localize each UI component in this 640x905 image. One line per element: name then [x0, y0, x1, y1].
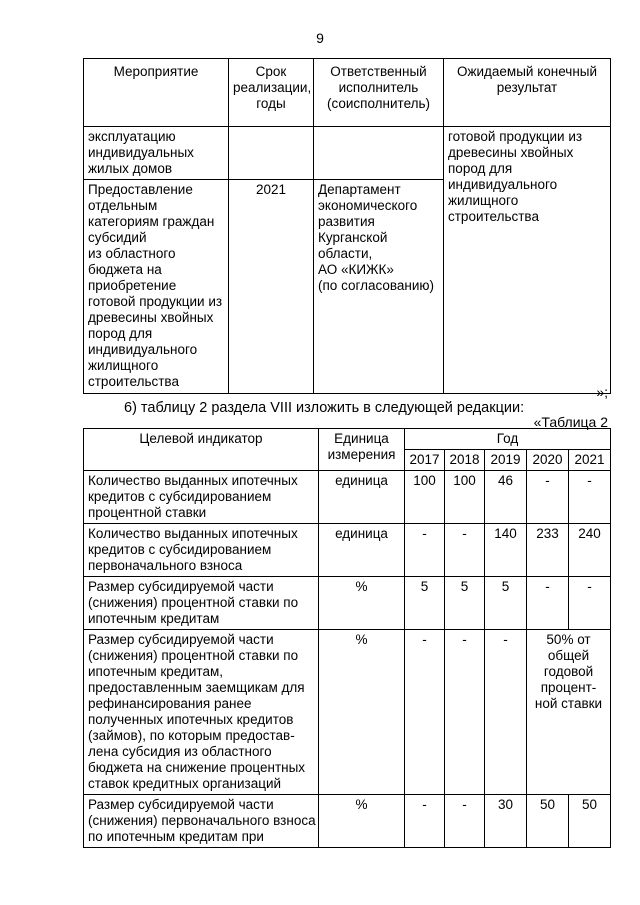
text-line: пород для: [88, 326, 153, 341]
indicators-table: [83, 428, 611, 848]
text-line: ной ставки: [534, 696, 603, 711]
amendment-paragraph: 6) таблицу 2 раздела VIII изложить в следующей редакции:: [124, 400, 525, 416]
text-line: развития: [318, 214, 375, 229]
text-line: Количество выданных ипотечных: [88, 526, 298, 541]
cell-unit: %: [319, 577, 405, 630]
text-line: индивидуального: [88, 342, 198, 357]
text-line: процентной ставки: [88, 505, 207, 520]
text-line: предоставленным заемщикам для: [88, 680, 305, 695]
text-line: измерения: [327, 447, 396, 462]
text-line: процент-: [540, 680, 597, 695]
text-line: Размер субсидируемой части: [88, 797, 274, 812]
text-line: Ожидаемый конечный: [456, 64, 598, 79]
text-line: строительства: [88, 374, 179, 389]
text-line: ставок кредитных организаций: [88, 776, 282, 791]
cell-value: -: [569, 577, 611, 630]
text-line: годы: [256, 96, 286, 111]
cell-value: -: [405, 524, 445, 577]
header-indicator: Целевой индикатор: [84, 429, 319, 471]
table-caption: «Таблица 2: [533, 414, 608, 430]
cell-indicator: [84, 630, 319, 795]
cell-result: [444, 127, 611, 394]
text-line: кредитов с субсидированием: [88, 489, 272, 504]
text-line: АО «КИЖК»: [318, 262, 394, 277]
text-line: пород для: [448, 161, 513, 176]
cell-value: 50: [527, 795, 569, 848]
text-line: первоначального взноса: [88, 558, 243, 573]
header-measure: [84, 59, 229, 127]
header-result: [444, 59, 611, 127]
text-line: эксплуатацию: [88, 129, 176, 144]
text-line: Количество выданных ипотечных: [88, 473, 298, 488]
cell-indicator: [84, 524, 319, 577]
header-year-cell: 2017: [405, 450, 445, 471]
text-line: по ипотечным кредитам при: [88, 829, 264, 844]
text-line: (снижения) процентной ставки по: [88, 648, 299, 663]
text-line: Предоставление: [88, 182, 193, 197]
text-line: Курганской: [318, 230, 388, 245]
page-number: 9: [316, 30, 324, 46]
text-line: ипотечным кредитам: [88, 611, 220, 626]
text-line: (займов), по которым предостав-: [88, 728, 295, 743]
cell-term: [229, 127, 314, 180]
table-header-row: [84, 59, 611, 127]
cell-unit: единица: [319, 471, 405, 524]
header-year-cell: 2021: [569, 450, 611, 471]
cell-value: 30: [485, 795, 527, 848]
text-line: индивидуального: [448, 177, 558, 192]
table-row: [84, 127, 611, 180]
cell-value: -: [485, 630, 527, 795]
table-row: [84, 524, 611, 577]
text-line: ипотечным кредитам,: [88, 664, 223, 679]
cell-indicator: [84, 471, 319, 524]
text-line: Единица: [334, 431, 389, 446]
text-line: Департамент: [318, 182, 401, 197]
table-row: [84, 630, 611, 795]
cell-indicator: [84, 577, 319, 630]
text-line: годовой: [543, 664, 594, 679]
cell-value: 100: [405, 471, 445, 524]
text-line: готовой продукции из: [88, 294, 223, 309]
cell-value: 5: [405, 577, 445, 630]
text-line: жилищного: [88, 358, 159, 373]
text-line: категориям граждан: [88, 214, 215, 229]
cell-value: 46: [485, 471, 527, 524]
cell-indicator: [84, 795, 319, 848]
text-line: отдельным: [88, 198, 158, 213]
text-line: рефинансирования ранее: [88, 696, 252, 711]
cell-value: -: [527, 471, 569, 524]
measures-table: [83, 58, 611, 394]
text-line: индивидуальных: [88, 145, 194, 160]
text-line: жилищного: [448, 193, 519, 208]
table-row: [84, 577, 611, 630]
cell-value: -: [405, 630, 445, 795]
cell-value: 240: [569, 524, 611, 577]
cell-value: 5: [445, 577, 485, 630]
table-row: [84, 471, 611, 524]
cell-value: 50: [569, 795, 611, 848]
cell-value: 5: [485, 577, 527, 630]
cell-value: -: [445, 795, 485, 848]
text-line: жилых домов: [88, 161, 172, 176]
text-line: лена субсидия из областного: [88, 744, 272, 759]
text-line: 50% от: [546, 632, 591, 647]
text-line: (соисполнитель): [326, 96, 431, 111]
cell-value: -: [527, 577, 569, 630]
text-line: приобретение: [88, 278, 177, 293]
text-line: Ответственный: [330, 64, 427, 79]
header-year-cell: 2019: [485, 450, 527, 471]
cell-responsible: [314, 127, 444, 180]
header-unit: [319, 429, 405, 471]
text-line: Размер субсидируемой части: [88, 632, 274, 647]
cell-value: -: [405, 795, 445, 848]
text-line: (снижения) процентной ставки по: [88, 595, 299, 610]
text-line: древесины хвойных: [448, 145, 574, 160]
header-year: Год: [405, 429, 611, 450]
cell-measure: [84, 127, 229, 180]
text-line: готовой продукции из: [448, 129, 583, 144]
table-header-row: [84, 429, 611, 450]
text-line: кредитов с субсидированием: [88, 542, 272, 557]
cell-unit: единица: [319, 524, 405, 577]
text-line: (по согласованию): [318, 278, 435, 293]
text-line: субсидий: [88, 230, 147, 245]
header-year-cell: 2018: [445, 450, 485, 471]
cell-value-merged: [527, 630, 611, 795]
text-line: строительства: [448, 209, 539, 224]
text-line: области,: [318, 246, 373, 261]
header-responsible: [314, 59, 444, 127]
table-row: [84, 795, 611, 848]
cell-responsible: [314, 180, 444, 394]
text-line: Мероприятие: [113, 64, 199, 79]
text-line: бюджета на снижение процентных: [88, 760, 306, 775]
text-line: бюджета на: [88, 262, 162, 277]
text-line: общей: [547, 648, 590, 663]
header-term: [229, 59, 314, 127]
cell-value: 100: [445, 471, 485, 524]
text-line: экономического: [318, 198, 418, 213]
cell-measure: [84, 180, 229, 394]
text-line: (снижения) первоначального взноса: [88, 813, 316, 828]
text-line: полученных ипотечных кредитов: [88, 712, 294, 727]
text-line: древесины хвойных: [88, 310, 214, 325]
text-line: из областного: [88, 246, 176, 261]
cell-unit: %: [319, 795, 405, 848]
cell-value: 233: [527, 524, 569, 577]
cell-unit: %: [319, 630, 405, 795]
text-line: Срок: [255, 64, 287, 79]
text-line: результат: [496, 80, 558, 95]
cell-value: -: [445, 630, 485, 795]
text-line: Размер субсидируемой части: [88, 579, 274, 594]
cell-value: -: [445, 524, 485, 577]
cell-value: 140: [485, 524, 527, 577]
header-year-cell: 2020: [527, 450, 569, 471]
text-line: реализации,: [233, 80, 312, 95]
cell-term: 2021: [229, 180, 314, 394]
cell-value: -: [569, 471, 611, 524]
closing-quote: »;: [596, 384, 608, 400]
text-line: исполнитель: [338, 80, 419, 95]
